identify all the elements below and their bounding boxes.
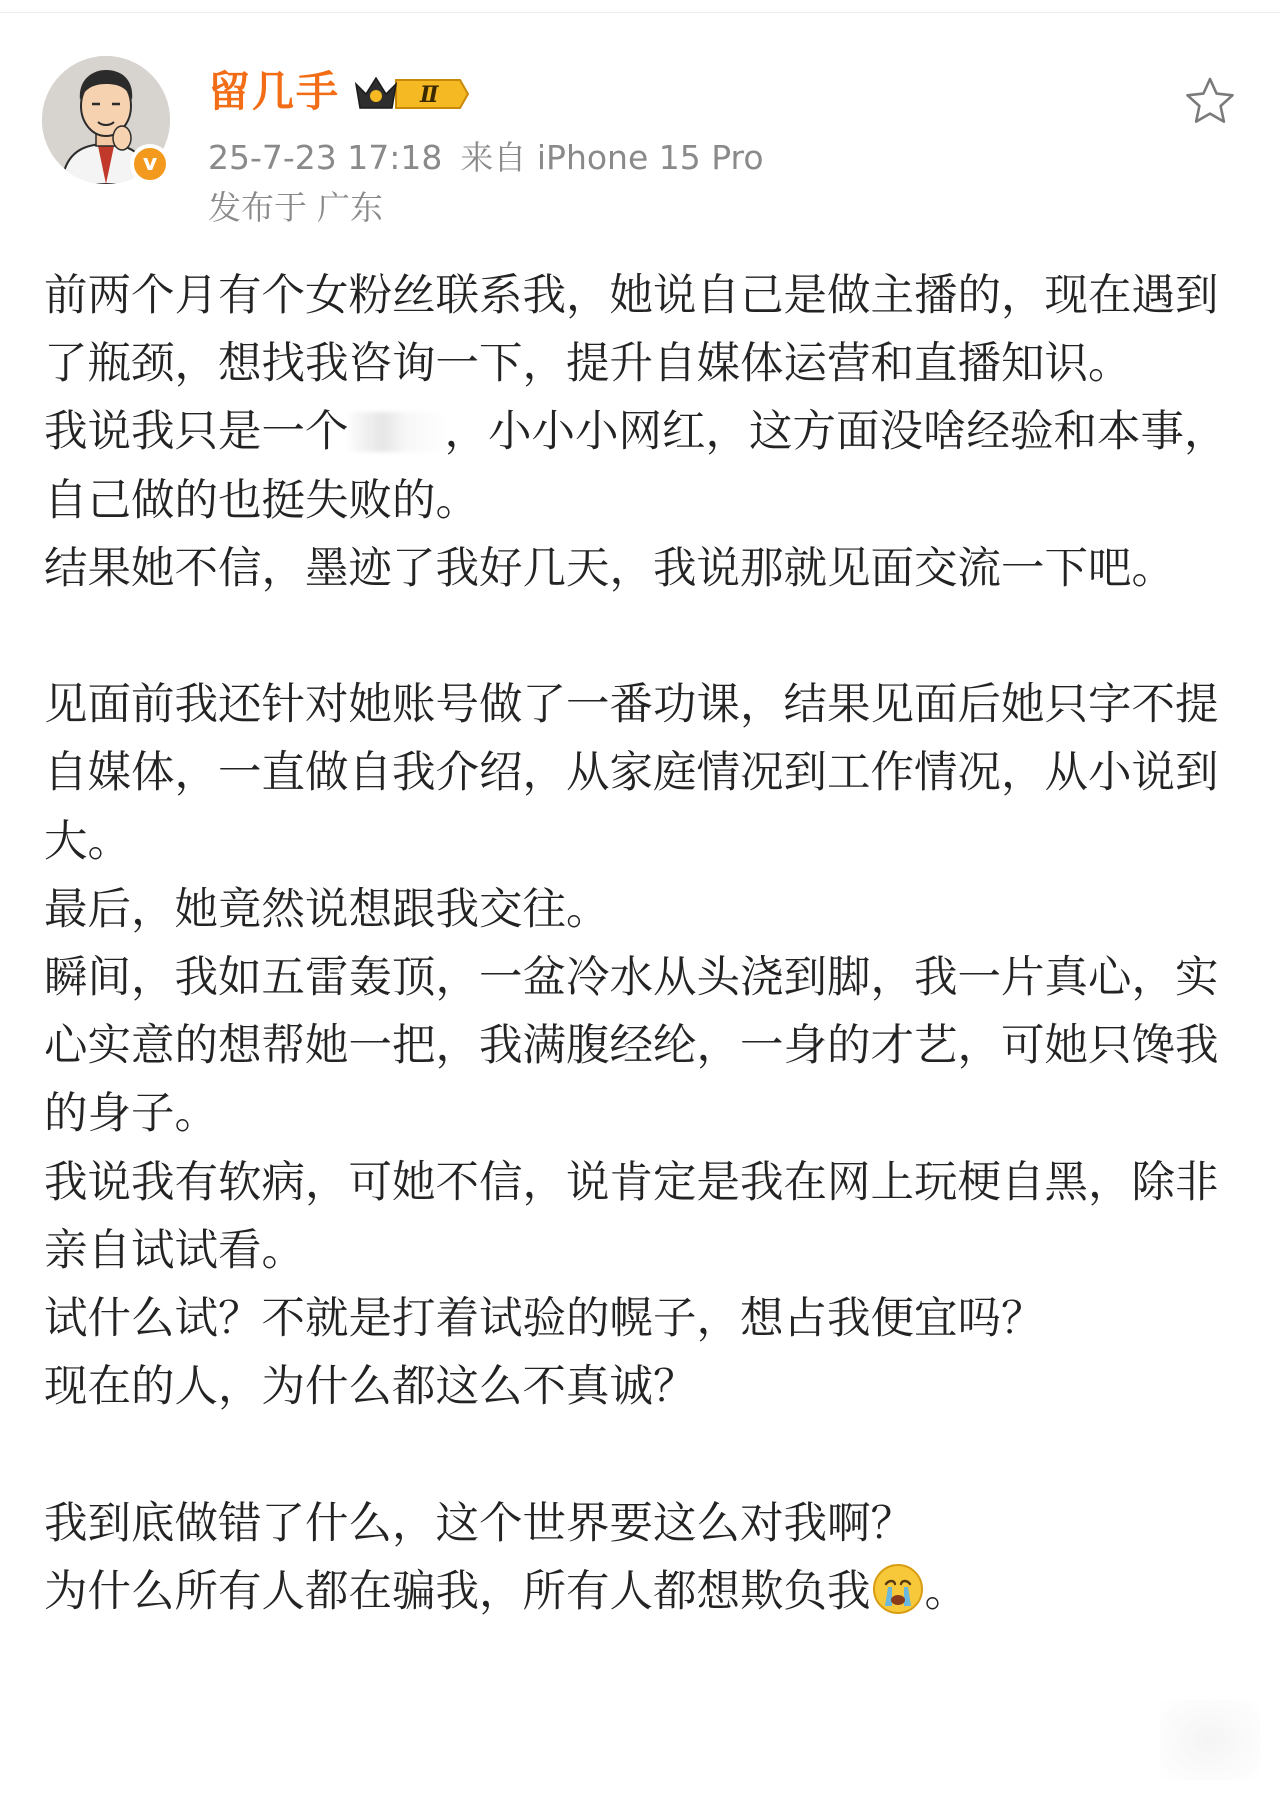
paragraph-text: 我说我只是一个 (44, 407, 349, 458)
star-icon (1182, 74, 1238, 130)
author-name[interactable]: 留几手 (208, 67, 341, 116)
paragraph: 试什么试？不就是打着试验的幌子，想占我便宜吗？ (44, 1294, 1045, 1345)
watermark (1160, 1700, 1260, 1780)
paragraph: 最后，她竟然说想跟我交往。 (44, 884, 610, 935)
paragraph: 我说我有软病，可她不信，说肯定是我在网上玩梗自黑，除非亲自试试看。 (44, 1157, 1219, 1276)
paragraph: 瞬间，我如五雷轰顶，一盆冷水从头浇到脚，我一片真心，实心实意的想帮她一把，我满腹经纶，一身的才艺，可她只馋我的身子。 (44, 953, 1219, 1140)
paragraph-text: ，小小小网红，这方面没啥经验和本事，自己做的也挺失败的。 (44, 407, 1228, 526)
paragraph: 前两个月有个女粉丝联系我，她说自己是做主播的，现在遇到了瓶颈，想找我咨询一下，提升自媒体运营和直播知识。 (44, 271, 1219, 390)
paragraph-text: 。 (924, 1566, 968, 1617)
vip-badge[interactable] (352, 72, 470, 116)
paragraph: 现在的人，为什么都这么不真诚？ (44, 1362, 697, 1413)
post-source: 来自 iPhone 15 Pro (460, 138, 764, 177)
post-location (208, 186, 383, 230)
top-divider (0, 12, 1280, 13)
paragraph: 结果她不信，墨迹了我好几天，我说那就见面交流一下吧。 (44, 543, 1175, 594)
paragraph (44, 1558, 1244, 1626)
favorite-button[interactable] (1182, 74, 1238, 130)
post-meta (208, 136, 764, 180)
location-name: 广东 (317, 188, 383, 227)
paragraph: 我到底做错了什么，这个世界要这么对我啊？ (44, 1498, 914, 1549)
blurred-text (349, 412, 445, 452)
vip-level-text: Ⅱ (420, 82, 439, 108)
vip-crown-icon (352, 72, 470, 116)
crying-emoji-icon (871, 1562, 925, 1616)
paragraph-text: 为什么所有人都在骗我，所有人都想欺负我 (44, 1566, 871, 1617)
blank-line (44, 603, 1244, 671)
location-prefix: 发布于 (208, 188, 307, 227)
post-content (44, 262, 1244, 1626)
paragraph (44, 398, 1244, 534)
blank-line (44, 1421, 1244, 1489)
paragraph: 见面前我还针对她账号做了一番功课，结果见面后她只字不提自媒体，一直做自我介绍，从家庭情况到工作情况，从小说到大。 (44, 680, 1219, 867)
post-time[interactable]: 25-7-23 17:18 (208, 138, 443, 177)
verified-badge-icon (130, 144, 170, 184)
verified-mark: v (142, 151, 158, 176)
